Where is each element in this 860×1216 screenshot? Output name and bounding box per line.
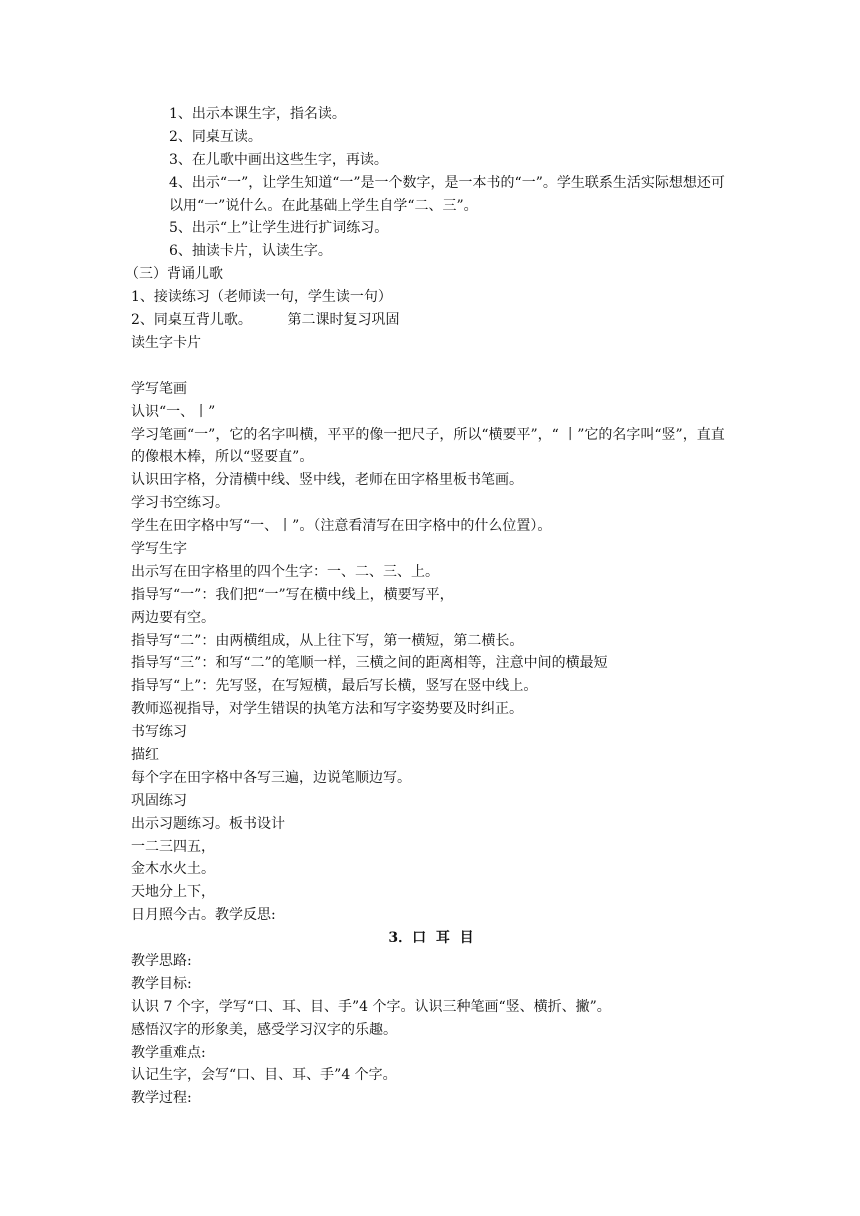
text-line: 5、出示“上”让学生进行扩词练习。 xyxy=(169,220,389,237)
lesson-title: 3．口 耳 目 xyxy=(388,930,474,947)
text-line: 2、同桌互读。 xyxy=(169,128,262,145)
text-line: 教学过程: xyxy=(131,1090,192,1107)
text-line: 教学目标: xyxy=(131,975,192,992)
text-line: 6、抽读卡片，认读生字。 xyxy=(169,243,332,260)
text-line: 描红 xyxy=(131,747,159,763)
poem-line: 日月照今古。教学反思: xyxy=(131,907,276,924)
text-line: 认识 7 个字，学写“口、耳、目、手”4 个字。认识三种笔画“竖、横折、撇”。 xyxy=(131,998,611,1015)
text-paragraph: 4、出示“一”，让学生知道“一”是一个数字，是一本书的“一”。学生联系生活实际想想还可以用“一”说什么。在此基础上学生自学“二、三”。 xyxy=(169,174,725,214)
text-line: 认识田字格，分清横中线、竖中线，老师在田字格里板书笔画。 xyxy=(131,472,523,489)
text-line: 两边要有空。 xyxy=(131,609,215,626)
text-paragraph: 学习笔画“一”，它的名字叫横，平平的像一把尺子，所以“横要平”，“ 丨”它的名字叫“竖”，直直的像根木棒，所以“竖要直”。 xyxy=(131,426,725,466)
poem-line: 一二三四五， xyxy=(131,838,215,855)
poem-line: 天地分上下， xyxy=(131,884,215,901)
poem-line: 金木水火土。 xyxy=(131,861,215,878)
text-line: 3、在儿歌中画出这些生字，再读。 xyxy=(169,151,388,168)
text-line: 教学思路: xyxy=(131,953,192,970)
section-heading: （三）背诵儿歌 xyxy=(125,266,223,283)
text-line: 教学重难点: xyxy=(131,1044,206,1061)
text-line: 读生字卡片 xyxy=(131,334,201,351)
text-line: 巩固练习 xyxy=(131,792,187,809)
text-line: 认识“一、丨” xyxy=(131,403,216,420)
lesson-plan-text xyxy=(125,103,731,1110)
text-line: 1、接读练习（老师读一句，学生读一句） xyxy=(131,289,392,306)
text-line: 指导写“上”：先写竖，在写短横，最后写长横，竖写在竖中线上。 xyxy=(131,678,538,695)
text-line: 学写生字 xyxy=(131,540,187,557)
text-line: 书写练习 xyxy=(131,724,187,741)
text-line: 学生在田字格中写“一、丨”。（注意看清写在田字格中的什么位置）。 xyxy=(131,518,552,535)
text-line: 学写笔画 xyxy=(131,380,187,397)
text-line: 指导写“一”：我们把“一”写在横中线上，横要写平， xyxy=(131,586,454,603)
text-line: 感悟汉字的形象美，感受学习汉字的乐趣。 xyxy=(131,1021,397,1038)
text-line: 指导写“三”：和写“二”的笔顺一样，三横之间的距离相等，注意中间的横最短 xyxy=(131,655,608,672)
text-line: 出示习题练习。板书设计 xyxy=(131,815,285,832)
text-line: 2、同桌互背儿歌。 第二课时复习巩固 xyxy=(131,312,400,329)
text-line: 学习书空练习。 xyxy=(131,495,229,512)
text-line: 教师巡视指导，对学生错误的执笔方法和写字姿势要及时纠正。 xyxy=(131,701,523,718)
text-line: 1、出示本课生字，指名读。 xyxy=(169,106,346,122)
text-line: 指导写“二”：由两横组成，从上往下写，第一横短，第二横长。 xyxy=(131,632,524,649)
text-line: 每个字在田字格中各写三遍，边说笔顺边写。 xyxy=(131,769,411,786)
text-line: 认记生字，会写“口、目、耳、手”4 个字。 xyxy=(131,1067,397,1084)
blank-line xyxy=(131,355,731,378)
text-line: 出示写在田字格里的四个生字：一、二、三、上。 xyxy=(131,563,439,580)
